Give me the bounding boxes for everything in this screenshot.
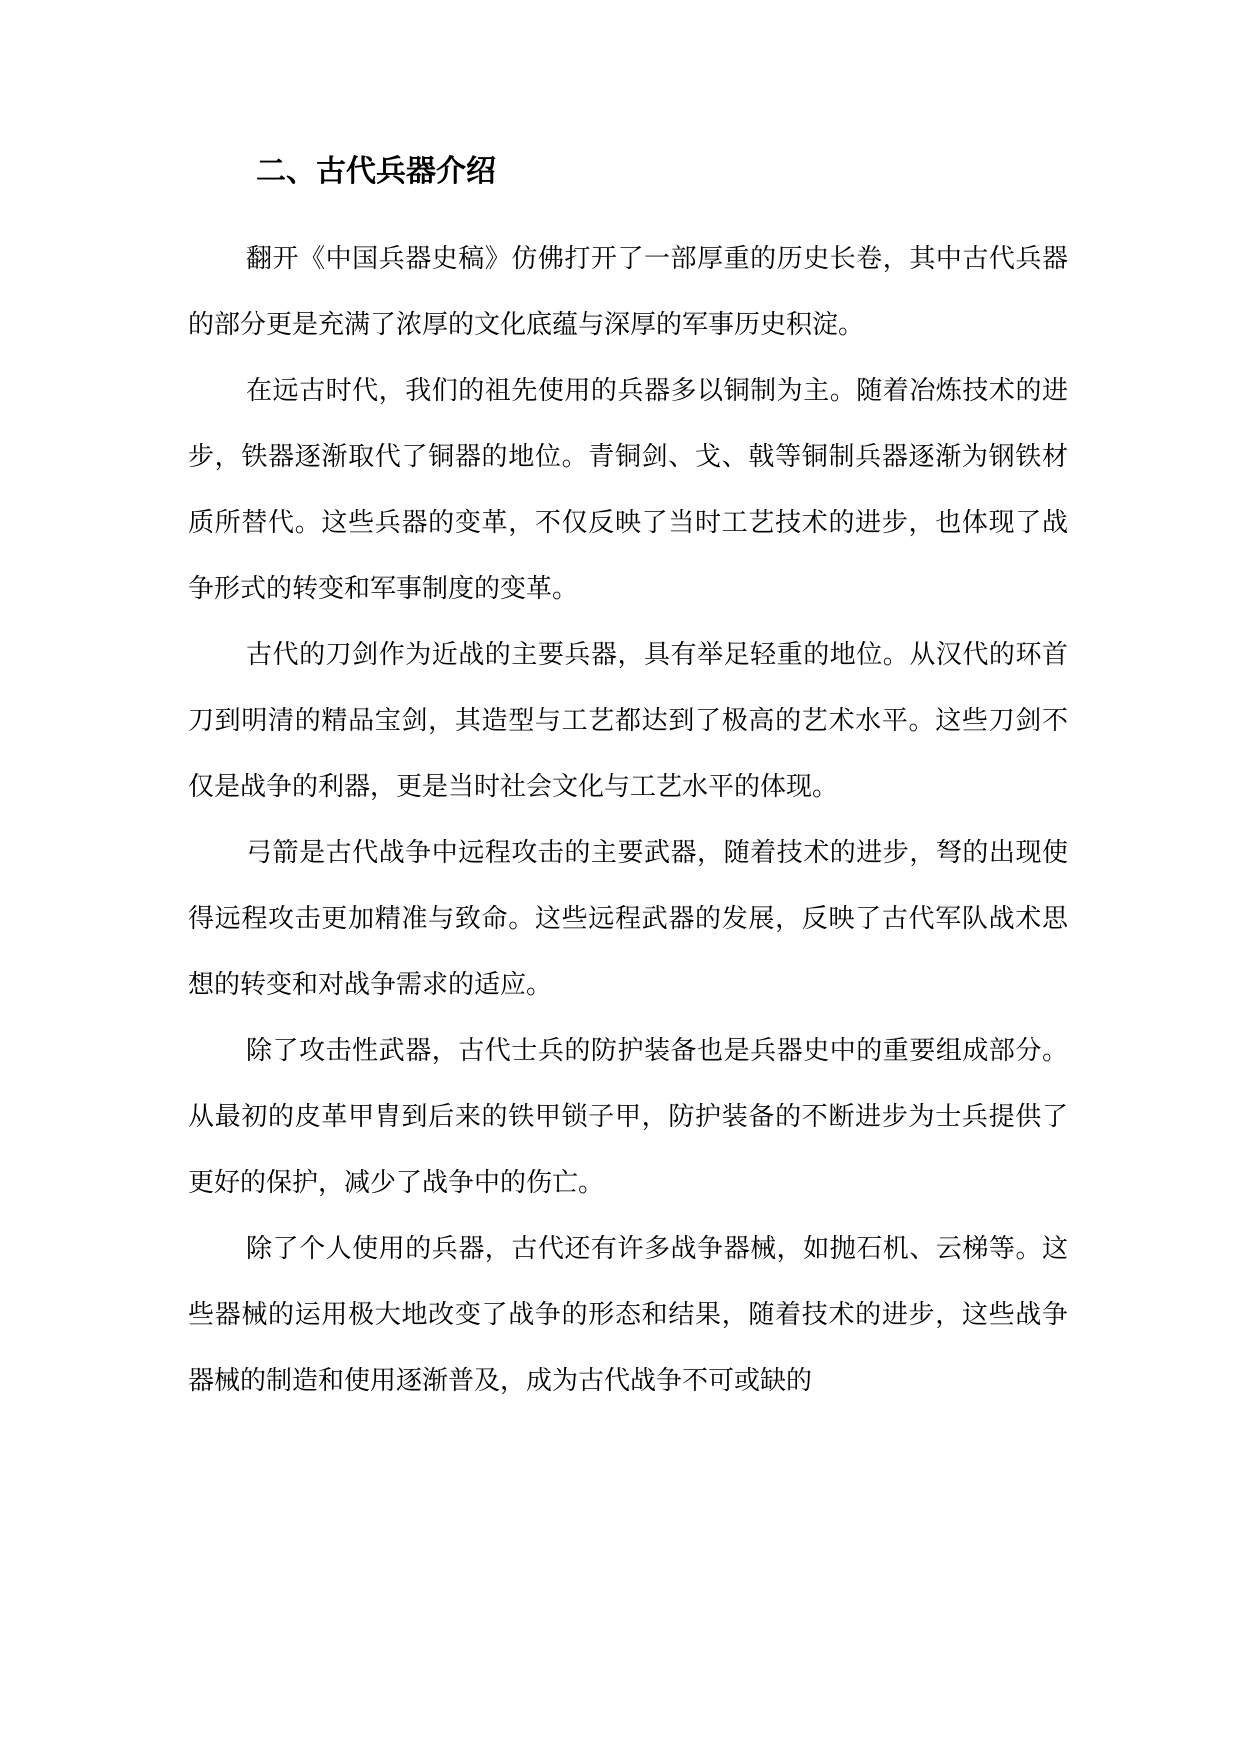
paragraph-4: 弓箭是古代战争中远程攻击的主要武器，随着技术的进步，弩的出现使得远程攻击更加精准与致命。这些远程武器的发展，反映了古代军队战术思想的转变和对战争需求的适应。: [188, 838, 1068, 1000]
paragraph-3: 古代的刀剑作为近战的主要兵器，具有举足轻重的地位。从汉代的环首刀到明清的精品宝剑，其造型与工艺都达到了极高的艺术水平。这些刀剑不仅是战争的利器，更是当时社会文化与工艺水平的体现。: [188, 640, 1068, 802]
paragraph-2: 在远古时代，我们的祖先使用的兵器多以铜制为主。随着冶炼技术的进步，铁器逐渐取代了铜器的地位。青铜剑、戈、戟等铜制兵器逐渐为钢铁材质所替代。这些兵器的变革，不仅反映了当时工艺技术的进步，也体现了战争形式的转变和军事制度的变革。: [188, 376, 1068, 604]
paragraph-6: 除了个人使用的兵器，古代还有许多战争器械，如抛石机、云梯等。这些器械的运用极大地改变了战争的形态和结果，随着技术的进步，这些战争器械的制造和使用逐渐普及，成为古代战争不可或缺的: [188, 1234, 1068, 1396]
section-heading: 二、古代兵器介绍: [256, 154, 496, 189]
paragraph-5: 除了攻击性武器，古代士兵的防护装备也是兵器史中的重要组成部分。从最初的皮革甲胄到后来的铁甲锁子甲，防护装备的不断进步为士兵提供了更好的保护，减少了战争中的伤亡。: [188, 1036, 1068, 1198]
paragraph-1: 翻开《中国兵器史稿》仿佛打开了一部厚重的历史长卷，其中古代兵器的部分更是充满了浓厚的文化底蕴与深厚的军事历史积淀。: [188, 244, 1068, 340]
body-text: [188, 226, 1068, 1414]
